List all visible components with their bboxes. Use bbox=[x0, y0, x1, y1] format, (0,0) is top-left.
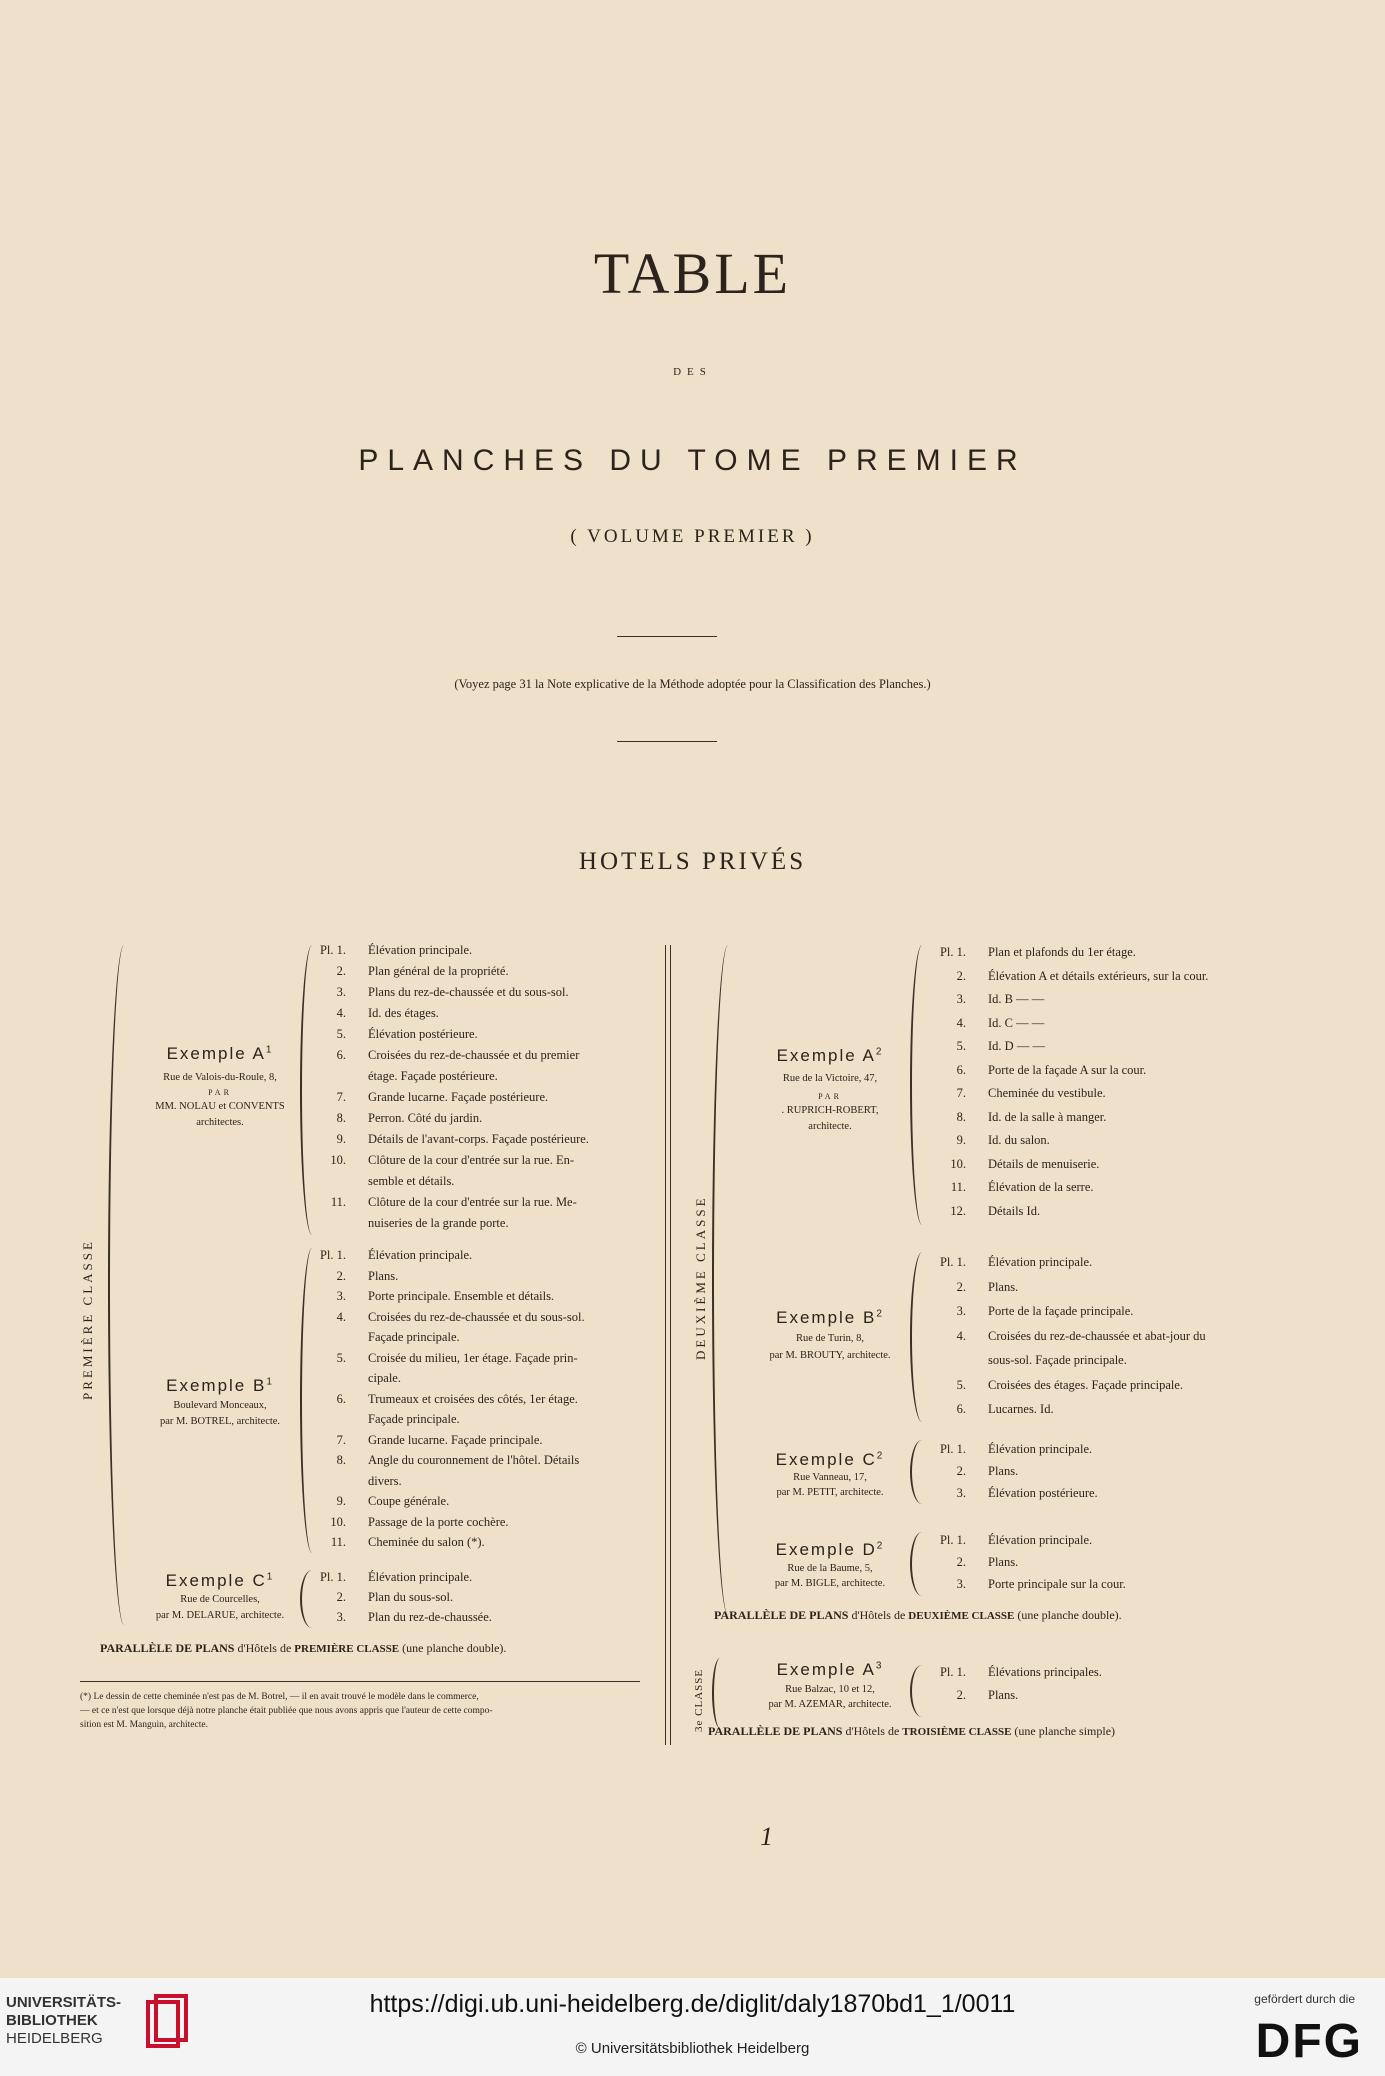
volume-label: ( VOLUME PREMIER ) bbox=[570, 526, 815, 547]
plate-number: 7. bbox=[336, 1432, 346, 1447]
plate-title: Croisées des étages. Façade principale. bbox=[988, 1377, 1184, 1392]
plate-number: 8. bbox=[336, 1111, 346, 1125]
architect: par M. PETIT, architecte. bbox=[776, 1487, 884, 1498]
plate-number: 3. bbox=[956, 1304, 966, 1318]
architect-title: architecte. bbox=[808, 1121, 852, 1132]
plate-title: Façade principale. bbox=[368, 1330, 460, 1344]
plate-number: 10. bbox=[950, 1156, 966, 1171]
plate-number: Pl. 1. bbox=[939, 1255, 966, 1269]
page-mark: 1 bbox=[760, 1822, 773, 1851]
plate-title: Élévation principale. bbox=[988, 1442, 1093, 1456]
plate-number: Pl. 1. bbox=[319, 1248, 346, 1262]
plate-title: Élévation principale. bbox=[988, 1255, 1093, 1269]
architect: par M. BOTREL, architecte. bbox=[159, 1416, 281, 1427]
plate-list-b2 bbox=[910, 1252, 1250, 1422]
plate-title: Id. D — — bbox=[988, 1039, 1045, 1053]
dfg-logo[interactable]: DFG bbox=[1255, 2015, 1363, 2068]
plate-number: 2. bbox=[336, 964, 346, 978]
plate-title: cipale. bbox=[368, 1371, 401, 1385]
class-bracket bbox=[712, 1658, 728, 1728]
copyright: © Universitätsbibliothek Heidelberg bbox=[575, 2040, 810, 2057]
plate-title: Grande lucarne. Façade postérieure. bbox=[368, 1090, 549, 1104]
plate-title: Plans. bbox=[988, 1464, 1019, 1478]
plate-number: 8. bbox=[956, 1109, 966, 1124]
plate-title: Angle du couronnement de l'hôtel. Détails bbox=[368, 1453, 580, 1467]
plate-title: Élévation postérieure. bbox=[368, 1027, 478, 1041]
library-logo[interactable]: UNIVERSITÄTS- BIBLIOTHEK HEIDELBERG bbox=[6, 1994, 122, 2047]
address: Rue de Valois-du-Roule, 8, bbox=[163, 1072, 277, 1083]
plate-title: Plans. bbox=[988, 1555, 1019, 1569]
plate-title: Porte de la façade A sur la cour. bbox=[988, 1062, 1147, 1077]
planches-heading: PLANCHES DU TOME PREMIER bbox=[358, 444, 1027, 477]
plate-title: Passage de la porte cochère. bbox=[368, 1514, 509, 1529]
plate-title: Élévation de la serre. bbox=[988, 1180, 1094, 1194]
parallele-troisieme: PARALLÈLE DE PLANS d'Hôtels de TROISIÈME CLASSE (une planche simple) bbox=[708, 1724, 1116, 1738]
plate-number: 8. bbox=[336, 1453, 346, 1467]
plate-number: 3. bbox=[336, 985, 346, 999]
plate-title: nuiseries de la grande porte. bbox=[368, 1216, 509, 1230]
plate-number: 9. bbox=[956, 1133, 966, 1147]
par-label: PAR bbox=[818, 1092, 842, 1101]
plate-title: Plan général de la propriété. bbox=[368, 964, 509, 978]
plate-title: Plans. bbox=[368, 1268, 399, 1283]
plate-list-a1 bbox=[300, 940, 650, 1240]
plate-title: Croisée du milieu, 1er étage. Façade prin- bbox=[368, 1350, 578, 1365]
plate-list-d2 bbox=[910, 1530, 1250, 1596]
address: Rue de la Victoire, 47, bbox=[782, 1073, 878, 1084]
plate-title: Plans du rez-de-chaussée et du sous-sol. bbox=[368, 985, 569, 999]
plate-title: Élévation principale. bbox=[368, 943, 473, 957]
plate-number: 2. bbox=[336, 1268, 346, 1283]
plate-number: 6. bbox=[336, 1048, 346, 1062]
plate-number: 9. bbox=[336, 1494, 346, 1508]
plate-title: Détails de menuiserie. bbox=[988, 1156, 1100, 1171]
parallele-deuxieme: PARALLÈLE DE PLANS d'Hôtels de DEUXIÈME CLASSE (une planche double). bbox=[714, 1608, 1122, 1622]
des-label: DES bbox=[673, 366, 712, 378]
plate-number: 2. bbox=[956, 968, 966, 983]
plate-title: Perron. Côté du jardin. bbox=[368, 1111, 483, 1125]
plate-title: Plan du rez-de-chaussée. bbox=[368, 1610, 492, 1624]
plate-title: Clôture de la cour d'entrée sur la rue. Me- bbox=[368, 1195, 577, 1209]
architect-title: architectes. bbox=[196, 1117, 244, 1128]
plate-title: Croisées du rez-de-chaussée et du premier bbox=[368, 1048, 580, 1062]
exemple-b2: Exemple $B^2$ bbox=[776, 1308, 884, 1327]
address: Rue Balzac, 10 et 12, bbox=[785, 1684, 875, 1695]
plate-number: 10. bbox=[330, 1514, 346, 1529]
footnote: (*) Le dessin de cette cheminée n'est pas de M. Botrel, — il en avait trouvé le modèle dans le commerce, — et ce n'est que lorsque déjà notre planche était publiée que nous avons appris que l'auteur de cette compo- sition est M. Manguin, architecte. bbox=[80, 1692, 493, 1730]
address: Rue de Turin, 8, bbox=[796, 1333, 864, 1344]
plate-title: Coupe générale. bbox=[368, 1494, 450, 1508]
section-heading: HOTELS PRIVÉS bbox=[578, 848, 807, 875]
plate-number: 2. bbox=[956, 1464, 966, 1478]
plate-title: semble et détails. bbox=[368, 1174, 455, 1188]
plate-title: Trumeaux et croisées des côtés, 1er étage. bbox=[368, 1391, 578, 1406]
plate-title: Élévation principale. bbox=[368, 1570, 473, 1584]
plate-number: 3. bbox=[956, 1486, 966, 1500]
plate-title: Id. des étages. bbox=[368, 1006, 439, 1020]
column-divider bbox=[670, 945, 671, 1745]
plate-number: 12. bbox=[950, 1203, 966, 1218]
plate-number: 3. bbox=[956, 1577, 966, 1591]
plate-number: 11. bbox=[330, 1535, 346, 1549]
plate-number: 4. bbox=[336, 1309, 346, 1324]
exemple-b1: Exemple $B^1$ bbox=[166, 1376, 274, 1395]
par-label: PAR bbox=[208, 1088, 232, 1097]
address: Rue de Courcelles, bbox=[180, 1594, 260, 1605]
plate-number: 6. bbox=[336, 1391, 346, 1406]
architect: MM. NOLAU et CONVENTS bbox=[155, 1101, 285, 1112]
plate-number: 2. bbox=[956, 1279, 966, 1294]
plate-number: Pl. 1. bbox=[939, 945, 966, 959]
plate-title: Façade principale. bbox=[368, 1412, 460, 1426]
plate-title: Porte principale sur la cour. bbox=[988, 1577, 1126, 1591]
plate-title: Clôture de la cour d'entrée sur la rue. En- bbox=[368, 1153, 574, 1167]
architect: par M. BROUTY, architecte. bbox=[769, 1350, 891, 1361]
plate-title: Élévation postérieure. bbox=[988, 1486, 1098, 1500]
plate-number: 10. bbox=[330, 1153, 346, 1167]
exemple-a1: Exemple $A^1$ bbox=[166, 1044, 274, 1063]
plate-number: 6. bbox=[956, 1062, 966, 1077]
plate-number: 2. bbox=[336, 1590, 346, 1604]
plate-number: 11. bbox=[330, 1195, 346, 1209]
viewer-footer bbox=[0, 1978, 1385, 2076]
plate-title: Élévations principales. bbox=[988, 1665, 1102, 1679]
plate-title: Cheminée du vestibule. bbox=[988, 1086, 1106, 1100]
class-label-deuxieme: DEUXIÈME CLASSE bbox=[693, 1195, 708, 1360]
plate-list-c1 bbox=[300, 1567, 650, 1631]
plate-title: divers. bbox=[368, 1473, 402, 1488]
plate-title: Élévation principale. bbox=[368, 1248, 473, 1262]
plate-number: 3. bbox=[336, 1289, 346, 1303]
plate-title: étage. Façade postérieure. bbox=[368, 1069, 498, 1083]
plate-title: Détails Id. bbox=[988, 1203, 1041, 1218]
plate-number: 2. bbox=[956, 1688, 966, 1702]
plate-title: Croisées du rez-de-chaussée et abat-jour du bbox=[988, 1328, 1206, 1343]
plate-number: 3. bbox=[956, 992, 966, 1006]
plate-title: Id. de la salle à manger. bbox=[988, 1109, 1107, 1124]
exemple-a3: Exemple $A^3$ bbox=[776, 1660, 884, 1679]
plate-title: Lucarnes. Id. bbox=[988, 1402, 1054, 1416]
classification-note: (Voyez page 31 la Note explicative de la Méthode adoptée pour la Classification des Planches.) bbox=[454, 677, 931, 691]
plate-list-c2 bbox=[910, 1439, 1250, 1505]
plate-number: Pl. 1. bbox=[939, 1533, 966, 1547]
plate-number: 5. bbox=[336, 1027, 346, 1041]
plate-number: 5. bbox=[956, 1039, 966, 1053]
divider bbox=[617, 741, 717, 742]
exemple-a2: Exemple $A^2$ bbox=[776, 1046, 884, 1065]
plate-title: Plan et plafonds du 1er étage. bbox=[988, 945, 1136, 959]
plate-title: Plans. bbox=[988, 1279, 1019, 1294]
class-label-troisieme: 3e CLASSE bbox=[693, 1668, 705, 1732]
plate-list-a3 bbox=[910, 1662, 1250, 1712]
divider bbox=[617, 636, 717, 637]
plate-title: Élévation A et détails extérieurs, sur la cour. bbox=[988, 968, 1209, 983]
plate-number: Pl. 1. bbox=[319, 1570, 346, 1584]
page-title: TABLE bbox=[593, 241, 792, 306]
plate-title: Porte de la façade principale. bbox=[988, 1304, 1134, 1318]
plate-title: Porte principale. Ensemble et détails. bbox=[368, 1289, 555, 1303]
plate-list-b1 bbox=[300, 1245, 650, 1555]
plate-title: Id. C — — bbox=[988, 1015, 1045, 1030]
plate-number: 3. bbox=[336, 1610, 346, 1624]
plate-number: Pl. 1. bbox=[319, 943, 346, 957]
architect: par M. DELARUE, architecte. bbox=[155, 1610, 285, 1621]
plate-number: 4. bbox=[336, 1006, 346, 1020]
plate-number: 4. bbox=[956, 1015, 966, 1030]
plate-title: Cheminée du salon (*). bbox=[368, 1535, 485, 1549]
permalink-url[interactable]: https://digi.ub.uni-heidelberg.de/diglit/daly1870bd1_1/0011 bbox=[369, 1990, 1016, 2018]
plate-title: Plan du sous-sol. bbox=[368, 1590, 454, 1604]
plate-title: Croisées du rez-de-chaussée et du sous-sol. bbox=[368, 1309, 585, 1324]
exemple-c2: Exemple $C^2$ bbox=[775, 1450, 885, 1469]
architect: par M. AZEMAR, architecte. bbox=[768, 1699, 892, 1710]
plate-title: Détails de l'avant-corps. Façade postérieure. bbox=[368, 1132, 589, 1146]
plate-title: Élévation principale. bbox=[988, 1533, 1093, 1547]
architect: par M. BIGLE, architecte. bbox=[774, 1578, 886, 1589]
plate-title: sous-sol. Façade principale. bbox=[988, 1353, 1127, 1367]
footnote-rule bbox=[80, 1681, 640, 1682]
plate-title: Plans. bbox=[988, 1688, 1019, 1702]
plate-number: 11. bbox=[950, 1180, 966, 1194]
plate-number: 6. bbox=[956, 1402, 966, 1416]
plate-number: 7. bbox=[336, 1090, 346, 1104]
exemple-c1: Exemple $C^1$ bbox=[165, 1571, 275, 1590]
plate-number: Pl. 1. bbox=[939, 1442, 966, 1456]
plate-number: 7. bbox=[956, 1086, 966, 1100]
plate-number: 2. bbox=[956, 1555, 966, 1569]
architect: . RUPRICH-ROBERT, bbox=[781, 1105, 879, 1116]
parallele-premiere: PARALLÈLE DE PLANS d'Hôtels de PREMIÈRE CLASSE (une planche double). bbox=[100, 1641, 507, 1655]
column-divider bbox=[665, 945, 666, 1745]
plate-number: 4. bbox=[956, 1328, 966, 1343]
plate-title: Grande lucarne. Façade principale. bbox=[368, 1432, 543, 1447]
plate-number: 9. bbox=[336, 1132, 346, 1146]
address: Rue de la Baume, 5, bbox=[787, 1563, 873, 1574]
plate-number: 5. bbox=[336, 1350, 346, 1365]
plate-number: 5. bbox=[956, 1377, 966, 1392]
plate-number: Pl. 1. bbox=[939, 1665, 966, 1679]
address: Rue Vanneau, 17, bbox=[793, 1472, 867, 1483]
class-label-premiere: PREMIÈRE CLASSE bbox=[80, 1239, 95, 1400]
plate-list-a2 bbox=[910, 942, 1250, 1232]
plate-title: Id. du salon. bbox=[988, 1133, 1050, 1147]
plate-title: Id. B — — bbox=[988, 992, 1045, 1006]
exemple-d2: Exemple $D^2$ bbox=[775, 1540, 885, 1559]
funding-label: gefördert durch die bbox=[1254, 1992, 1355, 2006]
address: Boulevard Monceaux, bbox=[173, 1400, 267, 1411]
